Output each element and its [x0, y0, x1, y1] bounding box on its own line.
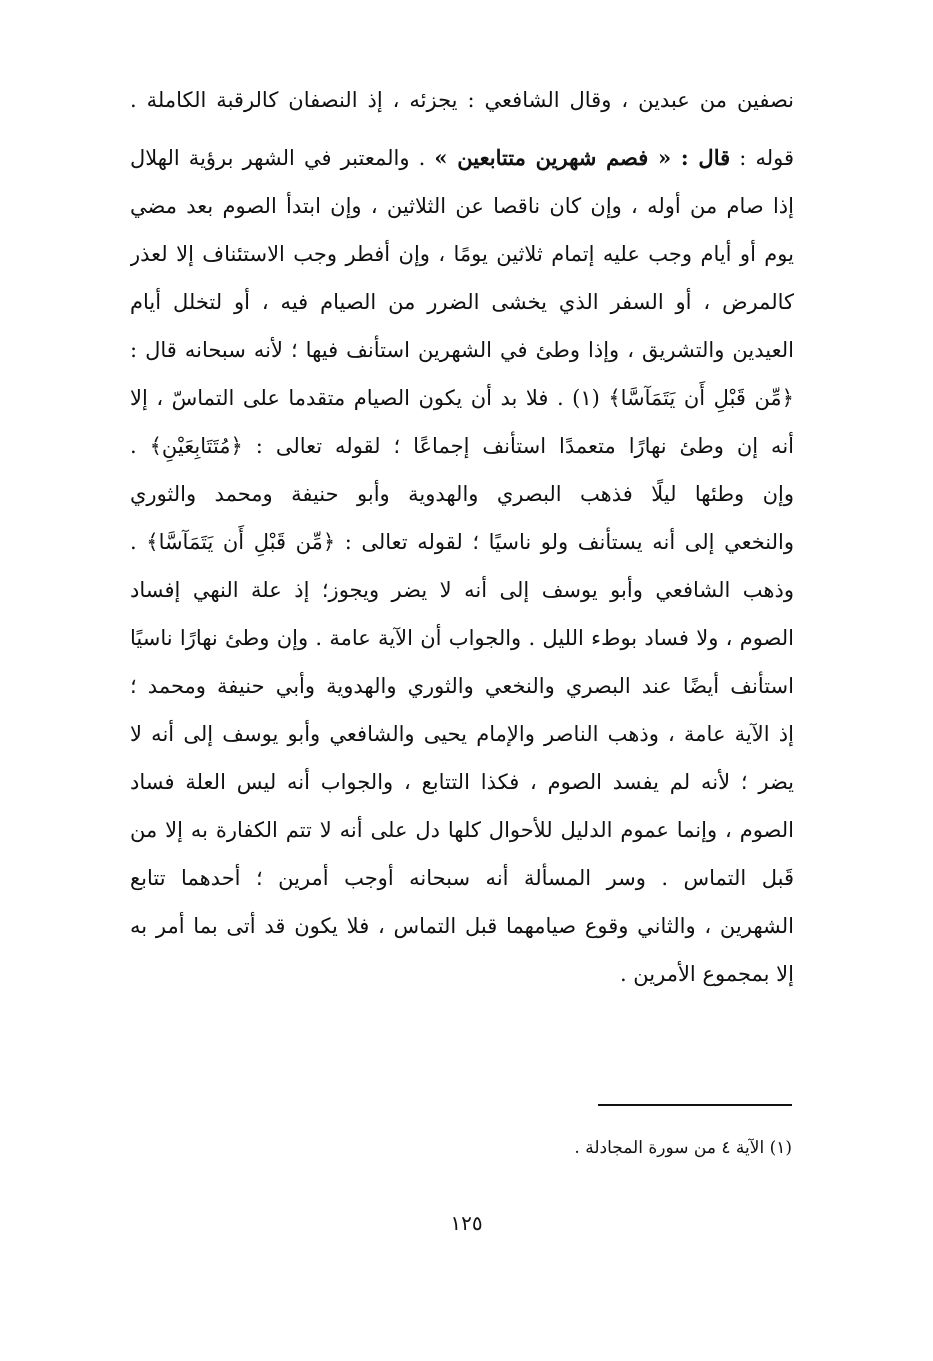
heading-prefix: قوله : [730, 146, 794, 170]
footnote-divider [598, 1104, 792, 1106]
text-line-6: العيدين والتشريق ، وإذا وطئ في الشهرين استأنف فيها ؛ لأنه سبحانه قال : [130, 338, 794, 362]
heading-rest: . والمعتبر في الشهر برؤية الهلال [130, 146, 435, 170]
heading-bold-label: قال : « فصم شهرين متتابعين » [434, 145, 731, 170]
text-line-17: قَبل التماس . وسر المسألة أنه سبحانه أوجب أمرين ؛ أحدهما تتابع [130, 866, 794, 890]
text-line-5: كالمرض ، أو السفر الذي يخشى الضرر من الصيام فيه ، أو لتخلل أيام [130, 290, 794, 314]
text-line-3: إذا صام من أوله ، وإن كان ناقصا عن الثلاثين ، وإن ابتدأ الصوم بعد مضي [130, 194, 794, 218]
text-line-15: يضر ؛ لأنه لم يفسد الصوم ، فكذا التتابع ، والجواب أنه ليس العلة فساد [130, 770, 794, 794]
text-line-heading [130, 136, 794, 180]
body-text [130, 78, 794, 1048]
text-line-18: الشهرين ، والثاني وقوع صيامهما قبل التماس ، فلا يكون قد أتى بما أمر به [130, 914, 794, 938]
text-line-4: يوم أو أيام وجب عليه إتمام ثلاثين يومًا ، وإن أفطر وجب الاستئناف إلا لعذر [130, 242, 794, 266]
text-line-7: ﴿مِّن قَبْلِ أَن يَتَمَآسَّا﴾ (١) . فلا بد أن يكون الصيام متقدما على التماسّ ، إلا [130, 386, 794, 410]
page-number: ١٢٥ [450, 1211, 483, 1235]
footnote: (١) الآية ٤ من سورة المجادلة . [574, 1138, 792, 1158]
text-line-8: أنه إن وطئ نهارًا متعمدًا استأنف إجماعًا ؛ لقوله تعالى : ﴿مُتَتَابِعَيْنِ﴾ . [130, 434, 794, 458]
text-line-1: نصفين من عبدين ، وقال الشافعي : يجزئه ، إذ النصفان كالرقبة الكاملة . [130, 88, 794, 112]
text-line-9: وإن وطئها ليلًا فذهب البصري والهدوية وأبو حنيفة ومحمد والثوري [130, 482, 794, 506]
text-line-11: وذهب الشافعي وأبو يوسف إلى أنه لا يضر ويجوز؛ إذ علة النهي إفساد [130, 578, 794, 602]
text-line-19: إلا بمجموع الأمرين . [619, 962, 794, 986]
text-line-13: استأنف أيضًا عند البصري والنخعي والثوري والهدوية وأبي حنيفة ومحمد ؛ [130, 674, 794, 698]
text-line-10: والنخعي إلى أنه يستأنف ولو ناسيًا ؛ لقوله تعالى : ﴿مِّن قَبْلِ أَن يَتَمَآسَّا﴾ . [130, 530, 794, 554]
text-line-12: الصوم ، ولا فساد بوطء الليل . والجواب أن الآية عامة . وإن وطئ نهارًا ناسيًا [130, 626, 794, 650]
text-line-14: إذ الآية عامة ، وذهب الناصر والإمام يحيى والشافعي وأبو يوسف إلى أنه لا [130, 722, 794, 746]
text-line-16: الصوم ، وإنما عموم الدليل للأحوال كلها دل على أنه لا تتم الكفارة به إلا من [130, 818, 794, 842]
